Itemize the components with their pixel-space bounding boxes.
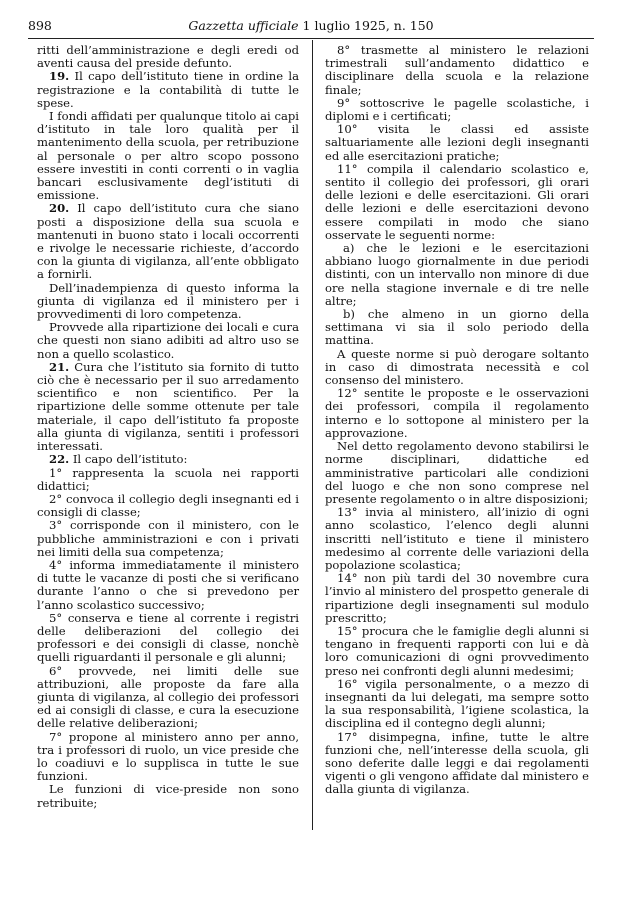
paragraph: A queste norme si può derogare soltanto in caso di dimostrata necessità e col consenso del ministero.	[325, 346, 589, 388]
article-number: 21.	[49, 359, 70, 374]
page-header	[28, 18, 594, 34]
header-title-date: 1 luglio 1925, n. 150	[298, 18, 434, 33]
left-column	[37, 44, 299, 810]
list-item: 17° disimpegna, infine, tutte le altre funzioni che, nell’interesse della scuola, gli sono deferite dalle leggi e dai regolamenti vigenti o gli vengono affidate dal ministero e dalla giunta di vigilanza.	[325, 729, 589, 797]
article-21	[37, 361, 299, 453]
list-item: 8° trasmette al ministero le relazioni trimestrali sull’andamento didattico e disciplinare della scuola e la relazione finale;	[325, 43, 589, 97]
article-number: 20.	[49, 201, 70, 216]
list-item: 2° convoca il collegio degli insegnanti ed i consigli di classe;	[37, 491, 299, 520]
article-22	[37, 453, 299, 466]
list-item: 12° sentite le proposte e le osservazioni dei professori, compila il regolamento interno e lo sottopone al ministero per la approvazione.	[325, 386, 589, 440]
paragraph: Dell’inadempienza di questo informa la giunta di vigilanza ed il ministero per i provvedimenti di loro competenza.	[37, 280, 299, 322]
article-text: Cura che l’istituto sia fornito di tutto ciò che è necessario per il suo arredamento scientifico e non scientifico. Per la ripartizione delle somme ottenute per tale materiale, il capo dell’istituto fa proposte alla giunta di vigilanza, sentiti i professori interessati.	[37, 359, 299, 454]
article-text: Il capo dell’istituto:	[69, 452, 188, 467]
list-item: 13° invia al ministero, all’inizio di ogni anno scolastico, l’elenco degli alunni inscritti nell’istituto e tiene il ministero medesimo al corrente delle variazioni della popolazione scolastica;	[325, 505, 589, 572]
article-text: Il capo dell’istituto cura che siano posti a disposizione della sua scuola e mantenuti in buono stato i locali occorrenti e rivolge le necessarie richieste, d’accordo con la giunta di vigilanza, all’ente obbligato a fornirli.	[37, 201, 299, 282]
article-19	[37, 70, 299, 110]
list-item: 10° visita le classi ed assiste saltuariamente alle lezioni degli insegnanti ed alle esercitazioni pratiche;	[325, 122, 589, 163]
list-item: 9° sottoscrive le pagelle scolastiche, i diplomi e i certificati;	[325, 95, 589, 124]
paragraph: Le funzioni di vice-preside non sono retribuite;	[37, 782, 299, 810]
column-divider	[312, 40, 313, 830]
article-number: 19.	[49, 69, 70, 84]
list-item: 7° propone al ministero anno per anno, tra i professori di ruolo, un vice preside che lo coadiuvi e lo supplisca in tutte le sue funzioni.	[37, 729, 299, 784]
list-item: 11° compila il calendario scolastico e, sentito il collegio dei professori, gli orari delle lezioni e delle esercitazioni. Gli orari delle lezioni e delle esercitazioni devono essere compilati in modo che siano osservate le seguenti norme:	[325, 161, 589, 242]
list-item: 1° rappresenta la scuola nei rapporti didattici;	[37, 465, 299, 493]
paragraph: ritti dell’amministrazione e degli eredi od aventi causa del preside defunto.	[37, 43, 299, 71]
list-item: 3° corrisponde con il ministero, con le pubbliche amministrazioni e con i privati nei limiti della sua competenza;	[37, 518, 299, 559]
list-item: 5° conserva e tiene al corrente i registri delle deliberazioni del collegio dei professori e dei consigli di classe, nonchè quelli riguardanti il personale e gli alunni;	[37, 610, 299, 665]
sub-item-a: a) che le lezioni e le esercitazioni abbiano luogo giornalmente in due periodi distinti, con un intervallo non minore di due ore nella stagione invernale e di tre nelle altre;	[325, 241, 589, 308]
sub-item-b: b) che almeno in un giorno della settimana vi sia il solo periodo della mattina.	[325, 307, 589, 348]
header-title-italic: Gazzetta ufficiale	[188, 18, 299, 33]
article-20	[37, 202, 299, 281]
header-title	[28, 18, 594, 34]
list-item: 15° procura che le famiglie degli alunni si tengano in frequenti rapporti con lui e dà loro comunicazioni di ogni provvedimento preso nei confronti degli alunni medesimi;	[325, 623, 589, 678]
paragraph: Nel detto regolamento devono stabilirsi le norme disciplinari, didattiche ed amministrative particolari alle condizioni del luogo e che non sono comprese nel presente regolamento o in altre disposizioni;	[325, 439, 589, 506]
list-item: 6° provvede, nei limiti delle sue attribuzioni, alle proposte da fare alla giunta di vigilanza, al collegio dei professori ed ai consigli di classe, e cura la esecuzione delle relative deliberazioni;	[37, 663, 299, 731]
paragraph: Provvede alla ripartizione dei locali e cura che questi non siano adibiti ad altro uso se non a quello scolastico.	[37, 320, 299, 361]
list-item: 16° vigila personalmente, o a mezzo di insegnanti da lui delegati, ma sempre sotto la sua responsabilità, l’igiene scolastica, la disciplina ed il contegno degli alunni;	[325, 676, 589, 731]
article-number: 22.	[49, 452, 70, 467]
list-item: 14° non più tardi del 30 novembre cura l’invio al ministero del prospetto generale di ripartizione degli insegnamenti sul modulo prescritto;	[325, 571, 589, 625]
right-column	[325, 44, 589, 797]
page-number: 898	[28, 18, 52, 33]
header-rule	[28, 38, 594, 39]
list-item: 4° informa immediatamente il ministero di tutte le vacanze di posti che si verificano durante l’anno o che si prevedono per l’anno scolastico successivo;	[37, 557, 299, 612]
paragraph: I fondi affidati per qualunque titolo ai capi d’istituto in tale loro qualità per il mantenimento della scuola, per retribuzione al personale o per altro scopo possono essere investiti in conti correnti o in vaglia bancari esclusivamente degl’istituti di emissione.	[37, 109, 299, 203]
article-text: Il capo dell’istituto tiene in ordine la registrazione e la contabilità di tutte le spese.	[37, 69, 299, 110]
